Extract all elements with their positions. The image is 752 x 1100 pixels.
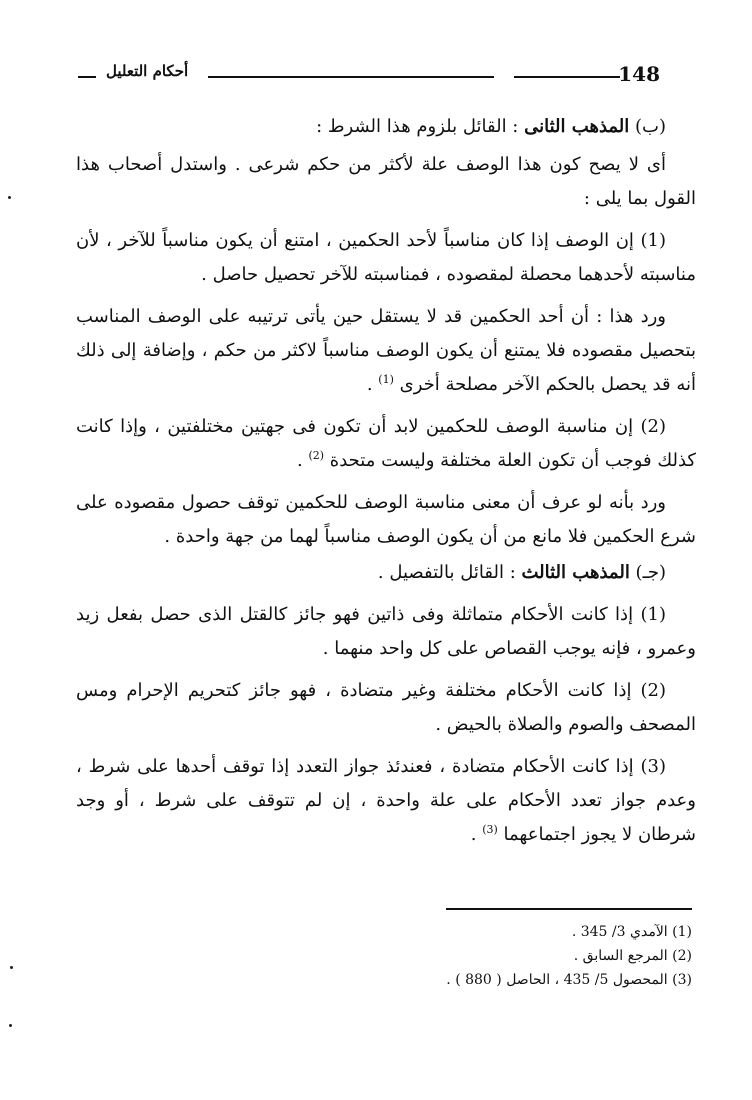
scan-speck: [9, 1024, 12, 1027]
section-keyword: المذهب الثالث: [521, 562, 630, 583]
para-tail: .: [366, 374, 379, 395]
paragraph: [76, 674, 696, 742]
footnote-item: (3) المحصول 5/ 435 ، الحاصل ( 880 ) .: [446, 972, 692, 988]
paragraph: [76, 598, 696, 666]
running-title: أحكام التعليل: [106, 62, 189, 80]
main-text: [76, 110, 696, 860]
page-header: [78, 62, 690, 86]
para-text: : القائل بالتفصيل .: [377, 562, 522, 583]
scan-speck: [8, 196, 11, 199]
header-rule-left: [78, 76, 96, 78]
footnote-ref: (3): [482, 823, 498, 836]
paragraph: [76, 148, 696, 216]
para-text: (2) إذا كانت الأحكام مختلفة وغير متضادة ، فهو جائز كتحريم الإحرام ومس المصحف والصوم والصلاة بالحيض .: [76, 680, 696, 735]
paragraph: [76, 300, 696, 402]
footnote-item: (1) الآمدي 3/ 345 .: [571, 924, 692, 940]
header-rule-middle: [208, 76, 494, 78]
footnote-item: (2) المرجع السابق .: [573, 948, 692, 964]
para-text: (1) إذا كانت الأحكام متماثلة وفى ذاتين فهو جائز كالقتل الذى حصل بفعل زيد وعمرو ، فإنه يوجب القصاص على كل واحد منهما .: [76, 604, 696, 659]
paragraph: [76, 224, 696, 292]
para-text: (3) إذا كانت الأحكام متضادة ، فعندئذ جواز التعدد إذا توقف أحدها على شرط ، وعدم جواز تعدد الأحكام على علة واحدة ، إن لم تتوقف على شرط ، أو وجد شرطان لا يجوز اجتماعهما: [76, 756, 696, 845]
header-rule-right: [514, 76, 620, 78]
para-text: (1) إن الوصف إذا كان مناسباً لأحد الحكمين ، امتنع أن يكون مناسباً للآخر ، لأن مناسبته لأحدهما محصلة لمقصوده ، فمناسبته للآخر تحصيل حاصل .: [76, 230, 696, 285]
footnote-separator: [446, 908, 692, 910]
paragraph: [76, 486, 696, 554]
paragraph: [76, 750, 696, 852]
para-text: ورد بأنه لو عرف أن معنى مناسبة الوصف للحكمين توقف حصول مقصوده على شرع الحكمين فلا مانع من أن يكون الوصف مناسباً لهما من جهة واحدة .: [76, 492, 696, 547]
para-tail: .: [470, 824, 483, 845]
section-keyword: المذهب الثانى: [524, 116, 630, 137]
scan-speck: [10, 966, 13, 969]
footnote-ref: (1): [378, 373, 394, 386]
footnotes: [300, 920, 692, 992]
para-tail: .: [297, 450, 309, 471]
para-text: أى لا يصح كون هذا الوصف علة لأكثر من حكم شرعى . واستدل أصحاب هذا القول بما يلى :: [76, 154, 696, 209]
para-prefix: (ب): [629, 116, 666, 137]
paragraph: [76, 410, 696, 478]
para-text: : القائل بلزوم هذا الشرط :: [316, 116, 525, 137]
footnote-ref: (2): [308, 449, 325, 462]
para-text: ورد هذا : أن أحد الحكمين قد لا يستقل حين يأتى ترتيبه على الوصف المناسب بتحصيل مقصوده فلا يمتنع أن يكون الوصف مناسباً لاكثر من حكم ، وإضافة إلى ذلك أنه قد يحصل بالحكم الآخر مصلحة أخرى: [76, 306, 696, 395]
paragraph: [76, 110, 696, 144]
para-text: (2) إن مناسبة الوصف للحكمين لابد أن تكون فى جهتين مختلفتين ، وإذا كانت كذلك فوجب أن تكون العلة مختلفة وليست متحدة: [76, 416, 696, 471]
paragraph: [76, 556, 696, 590]
page-number: 148: [618, 62, 660, 86]
para-prefix: (جـ): [629, 562, 666, 583]
